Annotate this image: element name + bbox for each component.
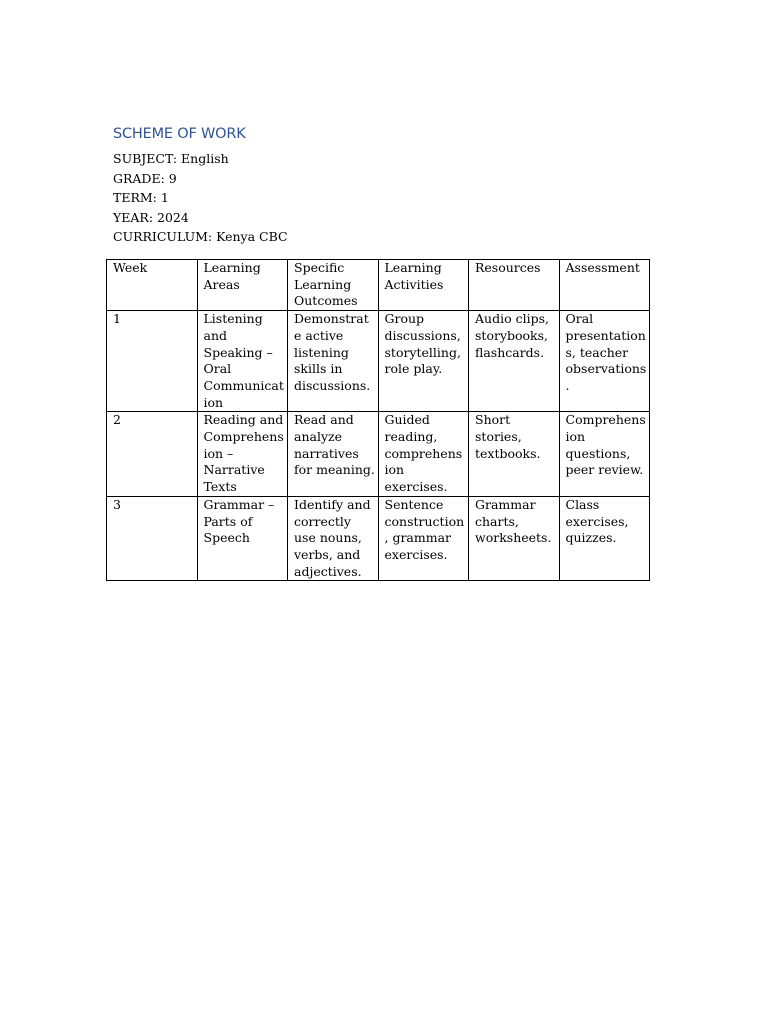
header-learning-activities: Learning Activities bbox=[378, 260, 469, 311]
header-learning-areas: Learning Areas bbox=[197, 260, 288, 311]
cell-learning-activities: Guided reading, comprehension exercises. bbox=[378, 412, 469, 497]
cell-week: 3 bbox=[107, 496, 198, 581]
cell-learning-outcome: Demonstrate active listening skills in discussions. bbox=[288, 311, 379, 412]
cell-resources: Short stories, textbooks. bbox=[469, 412, 560, 497]
cell-learning-activities: Sentence construction, grammar exercises. bbox=[378, 496, 469, 581]
document-metadata bbox=[113, 149, 288, 247]
cell-learning-area: Reading and Comprehension – Narrative Texts bbox=[197, 412, 288, 497]
cell-learning-area: Grammar – Parts of Speech bbox=[197, 496, 288, 581]
cell-learning-area: Listening and Speaking – Oral Communication bbox=[197, 311, 288, 412]
meta-term: TERM: 1 bbox=[113, 190, 169, 205]
cell-learning-activities: Group discussions, storytelling, role play. bbox=[378, 311, 469, 412]
table-row bbox=[107, 412, 650, 497]
cell-resources: Audio clips, storybooks, flashcards. bbox=[469, 311, 560, 412]
cell-resources: Grammar charts, worksheets. bbox=[469, 496, 560, 581]
header-specific-learning-outcomes: Specific Learning Outcomes bbox=[288, 260, 379, 311]
table-row bbox=[107, 496, 650, 581]
cell-learning-outcome: Read and analyze narratives for meaning. bbox=[288, 412, 379, 497]
cell-week: 2 bbox=[107, 412, 198, 497]
table-header-row bbox=[107, 260, 650, 311]
header-week: Week bbox=[107, 260, 198, 311]
cell-learning-outcome: Identify and correctly use nouns, verbs, and adjectives. bbox=[288, 496, 379, 581]
meta-grade: GRADE: 9 bbox=[113, 170, 177, 186]
cell-week: 1 bbox=[107, 311, 198, 412]
table-row bbox=[107, 311, 650, 412]
header-assessment: Assessment bbox=[559, 260, 650, 311]
meta-subject: SUBJECT: English bbox=[113, 151, 229, 166]
scheme-table bbox=[106, 259, 650, 581]
cell-assessment: Oral presentations, teacher observations. bbox=[559, 311, 650, 412]
cell-assessment: Class exercises, quizzes. bbox=[559, 496, 650, 581]
header-resources: Resources bbox=[469, 260, 560, 311]
document-title: SCHEME OF WORK bbox=[113, 126, 246, 142]
meta-curriculum: CURRICULUM: Kenya CBC bbox=[113, 229, 288, 244]
cell-assessment: Comprehension questions, peer review. bbox=[559, 412, 650, 497]
meta-year: YEAR: 2024 bbox=[113, 209, 189, 225]
